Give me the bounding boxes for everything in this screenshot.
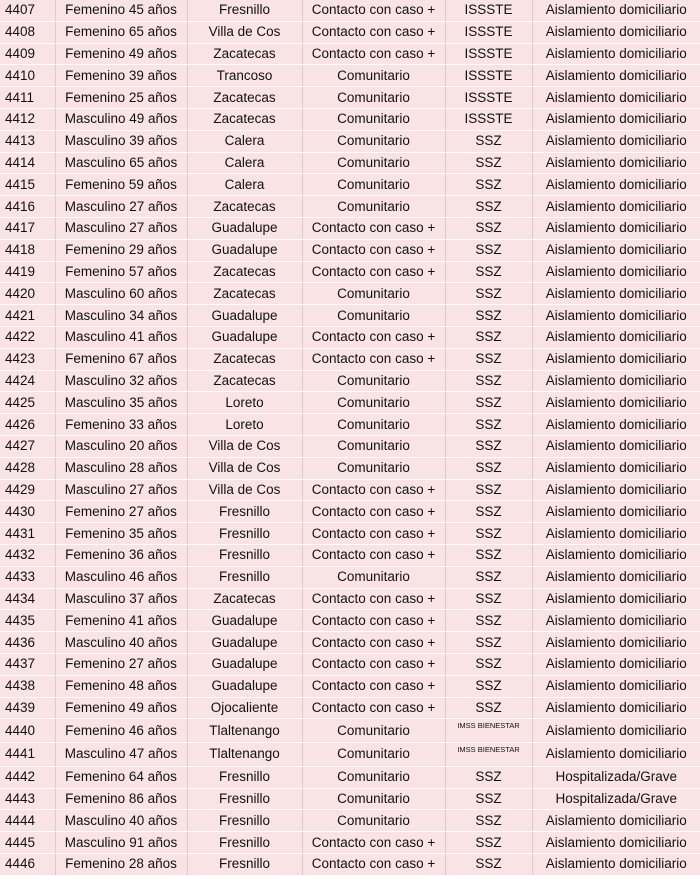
institution-cell: SSZ xyxy=(445,174,532,196)
institution-cell: SSZ xyxy=(445,414,532,436)
patient-cell: Femenino 86 años xyxy=(55,788,187,810)
source-cell: Contacto con caso + xyxy=(302,588,445,610)
case-id-cell: 4431 xyxy=(0,523,55,545)
table-row xyxy=(0,370,700,392)
patient-cell: Masculino 34 años xyxy=(55,305,187,327)
table-row xyxy=(0,174,700,196)
municipality-cell: Zacatecas xyxy=(187,196,302,218)
municipality-cell: Trancoso xyxy=(187,65,302,87)
institution-cell: ISSSTE xyxy=(445,87,532,109)
patient-cell: Femenino 29 años xyxy=(55,239,187,261)
institution-cell: SSZ xyxy=(445,392,532,414)
table-row xyxy=(0,152,700,174)
patient-cell: Masculino 20 años xyxy=(55,435,187,457)
municipality-cell: Fresnillo xyxy=(187,0,302,21)
source-cell: Contacto con caso + xyxy=(302,610,445,632)
municipality-cell: Calera xyxy=(187,130,302,152)
case-id-cell: 4418 xyxy=(0,239,55,261)
table-row xyxy=(0,653,700,675)
municipality-cell: Zacatecas xyxy=(187,108,302,130)
institution-cell: SSZ xyxy=(445,479,532,501)
source-cell: Comunitario xyxy=(302,414,445,436)
status-cell: Aislamiento domiciliario xyxy=(532,414,700,436)
source-cell: Contacto con caso + xyxy=(302,544,445,566)
municipality-cell: Calera xyxy=(187,152,302,174)
table-row xyxy=(0,743,700,767)
municipality-cell: Guadalupe xyxy=(187,675,302,697)
municipality-cell: Ojocaliente xyxy=(187,697,302,719)
case-id-cell: 4433 xyxy=(0,566,55,588)
patient-cell: Femenino 33 años xyxy=(55,414,187,436)
institution-cell: SSZ xyxy=(445,675,532,697)
municipality-cell: Villa de Cos xyxy=(187,435,302,457)
municipality-cell: Villa de Cos xyxy=(187,457,302,479)
case-id-cell: 4443 xyxy=(0,788,55,810)
case-id-cell: 4436 xyxy=(0,632,55,654)
status-cell: Aislamiento domiciliario xyxy=(532,108,700,130)
status-cell: Aislamiento domiciliario xyxy=(532,305,700,327)
municipality-cell: Loreto xyxy=(187,392,302,414)
source-cell: Contacto con caso + xyxy=(302,326,445,348)
patient-cell: Masculino 65 años xyxy=(55,152,187,174)
municipality-cell: Fresnillo xyxy=(187,523,302,545)
case-id-cell: 4441 xyxy=(0,743,55,767)
source-cell: Contacto con caso + xyxy=(302,479,445,501)
table-row xyxy=(0,326,700,348)
table-row xyxy=(0,414,700,436)
patient-cell: Masculino 27 años xyxy=(55,217,187,239)
source-cell: Comunitario xyxy=(302,305,445,327)
source-cell: Contacto con caso + xyxy=(302,43,445,65)
source-cell: Contacto con caso + xyxy=(302,217,445,239)
case-id-cell: 4446 xyxy=(0,854,55,876)
patient-cell: Femenino 39 años xyxy=(55,65,187,87)
source-cell: Comunitario xyxy=(302,196,445,218)
status-cell: Aislamiento domiciliario xyxy=(532,632,700,654)
table-row xyxy=(0,697,700,719)
institution-cell: SSZ xyxy=(445,348,532,370)
status-cell: Aislamiento domiciliario xyxy=(532,65,700,87)
source-cell: Contacto con caso + xyxy=(302,501,445,523)
table-row xyxy=(0,392,700,414)
table-row xyxy=(0,766,700,788)
patient-cell: Femenino 25 años xyxy=(55,87,187,109)
source-cell: Contacto con caso + xyxy=(302,697,445,719)
municipality-cell: Zacatecas xyxy=(187,370,302,392)
source-cell: Comunitario xyxy=(302,152,445,174)
status-cell: Aislamiento domiciliario xyxy=(532,326,700,348)
case-id-cell: 4422 xyxy=(0,326,55,348)
municipality-cell: Guadalupe xyxy=(187,653,302,675)
institution-cell: IMSS BIENESTAR xyxy=(445,743,532,767)
source-cell: Comunitario xyxy=(302,108,445,130)
case-id-cell: 4439 xyxy=(0,697,55,719)
status-cell: Aislamiento domiciliario xyxy=(532,152,700,174)
patient-cell: Masculino 28 años xyxy=(55,457,187,479)
municipality-cell: Zacatecas xyxy=(187,261,302,283)
municipality-cell: Calera xyxy=(187,174,302,196)
table-row xyxy=(0,435,700,457)
institution-cell: ISSSTE xyxy=(445,108,532,130)
patient-cell: Femenino 57 años xyxy=(55,261,187,283)
source-cell: Contacto con caso + xyxy=(302,632,445,654)
case-id-cell: 4417 xyxy=(0,217,55,239)
institution-cell: SSZ xyxy=(445,261,532,283)
case-id-cell: 4427 xyxy=(0,435,55,457)
case-id-cell: 4409 xyxy=(0,43,55,65)
status-cell: Aislamiento domiciliario xyxy=(532,479,700,501)
municipality-cell: Fresnillo xyxy=(187,544,302,566)
patient-cell: Femenino 59 años xyxy=(55,174,187,196)
case-id-cell: 4432 xyxy=(0,544,55,566)
case-id-cell: 4444 xyxy=(0,810,55,832)
table-row xyxy=(0,0,700,21)
patient-cell: Femenino 36 años xyxy=(55,544,187,566)
institution-cell: SSZ xyxy=(445,130,532,152)
case-id-cell: 4428 xyxy=(0,457,55,479)
patient-cell: Femenino 27 años xyxy=(55,501,187,523)
municipality-cell: Zacatecas xyxy=(187,43,302,65)
status-cell: Aislamiento domiciliario xyxy=(532,43,700,65)
case-id-cell: 4411 xyxy=(0,87,55,109)
status-cell: Aislamiento domiciliario xyxy=(532,283,700,305)
patient-cell: Masculino 60 años xyxy=(55,283,187,305)
institution-cell: ISSSTE xyxy=(445,0,532,21)
institution-cell: SSZ xyxy=(445,854,532,876)
municipality-cell: Fresnillo xyxy=(187,566,302,588)
table-row xyxy=(0,217,700,239)
table-row xyxy=(0,348,700,370)
patient-cell: Masculino 91 años xyxy=(55,832,187,854)
case-id-cell: 4416 xyxy=(0,196,55,218)
municipality-cell: Zacatecas xyxy=(187,87,302,109)
case-id-cell: 4434 xyxy=(0,588,55,610)
table-row xyxy=(0,283,700,305)
institution-cell: SSZ xyxy=(445,632,532,654)
institution-cell: SSZ xyxy=(445,457,532,479)
patient-cell: Femenino 67 años xyxy=(55,348,187,370)
institution-cell: SSZ xyxy=(445,766,532,788)
source-cell: Comunitario xyxy=(302,174,445,196)
institution-cell: SSZ xyxy=(445,697,532,719)
institution-cell: SSZ xyxy=(445,501,532,523)
status-cell: Aislamiento domiciliario xyxy=(532,675,700,697)
source-cell: Contacto con caso + xyxy=(302,854,445,876)
status-cell: Aislamiento domiciliario xyxy=(532,196,700,218)
patient-cell: Masculino 40 años xyxy=(55,810,187,832)
status-cell: Aislamiento domiciliario xyxy=(532,501,700,523)
institution-cell: SSZ xyxy=(445,196,532,218)
case-id-cell: 4412 xyxy=(0,108,55,130)
institution-cell: SSZ xyxy=(445,653,532,675)
institution-cell: SSZ xyxy=(445,239,532,261)
case-id-cell: 4414 xyxy=(0,152,55,174)
municipality-cell: Fresnillo xyxy=(187,832,302,854)
table-row xyxy=(0,108,700,130)
table-row xyxy=(0,832,700,854)
source-cell: Contacto con caso + xyxy=(302,348,445,370)
patient-cell: Femenino 65 años xyxy=(55,21,187,43)
source-cell: Contacto con caso + xyxy=(302,832,445,854)
table-row xyxy=(0,719,700,743)
institution-cell: SSZ xyxy=(445,810,532,832)
status-cell: Aislamiento domiciliario xyxy=(532,588,700,610)
status-cell: Aislamiento domiciliario xyxy=(532,348,700,370)
source-cell: Comunitario xyxy=(302,283,445,305)
status-cell: Aislamiento domiciliario xyxy=(532,21,700,43)
institution-cell: ISSSTE xyxy=(445,65,532,87)
source-cell: Comunitario xyxy=(302,743,445,767)
institution-cell: SSZ xyxy=(445,305,532,327)
status-cell: Aislamiento domiciliario xyxy=(532,810,700,832)
patient-cell: Masculino 35 años xyxy=(55,392,187,414)
patient-cell: Masculino 49 años xyxy=(55,108,187,130)
case-id-cell: 4442 xyxy=(0,766,55,788)
status-cell: Aislamiento domiciliario xyxy=(532,239,700,261)
source-cell: Contacto con caso + xyxy=(302,21,445,43)
status-cell: Aislamiento domiciliario xyxy=(532,697,700,719)
status-cell: Aislamiento domiciliario xyxy=(532,370,700,392)
institution-cell: SSZ xyxy=(445,832,532,854)
municipality-cell: Fresnillo xyxy=(187,501,302,523)
case-id-cell: 4438 xyxy=(0,675,55,697)
patient-cell: Femenino 27 años xyxy=(55,653,187,675)
source-cell: Contacto con caso + xyxy=(302,261,445,283)
status-cell: Aislamiento domiciliario xyxy=(532,719,700,743)
patient-cell: Femenino 48 años xyxy=(55,675,187,697)
status-cell: Hospitalizada/Grave xyxy=(532,788,700,810)
institution-cell: IMSS BIENESTAR xyxy=(445,719,532,743)
institution-cell: ISSSTE xyxy=(445,43,532,65)
patient-cell: Masculino 39 años xyxy=(55,130,187,152)
case-id-cell: 4425 xyxy=(0,392,55,414)
table-row xyxy=(0,457,700,479)
table-row xyxy=(0,854,700,876)
municipality-cell: Tlaltenango xyxy=(187,719,302,743)
source-cell: Comunitario xyxy=(302,87,445,109)
table-row xyxy=(0,239,700,261)
source-cell: Comunitario xyxy=(302,392,445,414)
case-id-cell: 4424 xyxy=(0,370,55,392)
source-cell: Comunitario xyxy=(302,370,445,392)
status-cell: Aislamiento domiciliario xyxy=(532,653,700,675)
table-row xyxy=(0,479,700,501)
institution-cell: SSZ xyxy=(445,588,532,610)
institution-cell: SSZ xyxy=(445,283,532,305)
institution-cell: SSZ xyxy=(445,566,532,588)
municipality-cell: Fresnillo xyxy=(187,810,302,832)
status-cell: Aislamiento domiciliario xyxy=(532,566,700,588)
patient-cell: Femenino 64 años xyxy=(55,766,187,788)
source-cell: Comunitario xyxy=(302,766,445,788)
source-cell: Comunitario xyxy=(302,457,445,479)
municipality-cell: Zacatecas xyxy=(187,283,302,305)
source-cell: Comunitario xyxy=(302,130,445,152)
municipality-cell: Guadalupe xyxy=(187,239,302,261)
municipality-cell: Fresnillo xyxy=(187,766,302,788)
institution-cell: SSZ xyxy=(445,152,532,174)
table-row xyxy=(0,788,700,810)
status-cell: Aislamiento domiciliario xyxy=(532,544,700,566)
case-id-cell: 4423 xyxy=(0,348,55,370)
municipality-cell: Villa de Cos xyxy=(187,21,302,43)
patient-cell: Femenino 45 años xyxy=(55,0,187,21)
case-id-cell: 4407 xyxy=(0,0,55,21)
status-cell: Aislamiento domiciliario xyxy=(532,174,700,196)
status-cell: Aislamiento domiciliario xyxy=(532,743,700,767)
source-cell: Comunitario xyxy=(302,435,445,457)
institution-cell: SSZ xyxy=(445,788,532,810)
table-row xyxy=(0,566,700,588)
source-cell: Contacto con caso + xyxy=(302,0,445,21)
status-cell: Aislamiento domiciliario xyxy=(532,610,700,632)
institution-cell: SSZ xyxy=(445,610,532,632)
institution-cell: ISSSTE xyxy=(445,21,532,43)
source-cell: Contacto con caso + xyxy=(302,653,445,675)
case-id-cell: 4445 xyxy=(0,832,55,854)
institution-cell: SSZ xyxy=(445,523,532,545)
status-cell: Aislamiento domiciliario xyxy=(532,832,700,854)
table-row xyxy=(0,65,700,87)
patient-cell: Masculino 47 años xyxy=(55,743,187,767)
table-row xyxy=(0,261,700,283)
institution-cell: SSZ xyxy=(445,326,532,348)
status-cell: Aislamiento domiciliario xyxy=(532,0,700,21)
status-cell: Aislamiento domiciliario xyxy=(532,523,700,545)
source-cell: Contacto con caso + xyxy=(302,675,445,697)
status-cell: Aislamiento domiciliario xyxy=(532,87,700,109)
patient-cell: Femenino 46 años xyxy=(55,719,187,743)
case-id-cell: 4421 xyxy=(0,305,55,327)
municipality-cell: Zacatecas xyxy=(187,348,302,370)
patient-cell: Masculino 40 años xyxy=(55,632,187,654)
table-row xyxy=(0,588,700,610)
municipality-cell: Zacatecas xyxy=(187,588,302,610)
municipality-cell: Guadalupe xyxy=(187,217,302,239)
case-id-cell: 4435 xyxy=(0,610,55,632)
patient-cell: Femenino 41 años xyxy=(55,610,187,632)
source-cell: Comunitario xyxy=(302,566,445,588)
case-id-cell: 4415 xyxy=(0,174,55,196)
patient-cell: Femenino 49 años xyxy=(55,43,187,65)
status-cell: Aislamiento domiciliario xyxy=(532,392,700,414)
table-row xyxy=(0,43,700,65)
municipality-cell: Tlaltenango xyxy=(187,743,302,767)
status-cell: Aislamiento domiciliario xyxy=(532,854,700,876)
status-cell: Hospitalizada/Grave xyxy=(532,766,700,788)
municipality-cell: Fresnillo xyxy=(187,788,302,810)
case-id-cell: 4419 xyxy=(0,261,55,283)
municipality-cell: Guadalupe xyxy=(187,305,302,327)
source-cell: Comunitario xyxy=(302,719,445,743)
case-id-cell: 4410 xyxy=(0,65,55,87)
table-row xyxy=(0,632,700,654)
institution-cell: SSZ xyxy=(445,217,532,239)
status-cell: Aislamiento domiciliario xyxy=(532,457,700,479)
institution-cell: SSZ xyxy=(445,544,532,566)
status-cell: Aislamiento domiciliario xyxy=(532,435,700,457)
municipality-cell: Guadalupe xyxy=(187,632,302,654)
patient-cell: Masculino 41 años xyxy=(55,326,187,348)
patient-cell: Femenino 28 años xyxy=(55,854,187,876)
municipality-cell: Loreto xyxy=(187,414,302,436)
institution-cell: SSZ xyxy=(445,370,532,392)
table-row xyxy=(0,544,700,566)
case-id-cell: 4429 xyxy=(0,479,55,501)
case-id-cell: 4426 xyxy=(0,414,55,436)
source-cell: Contacto con caso + xyxy=(302,239,445,261)
case-id-cell: 4413 xyxy=(0,130,55,152)
source-cell: Contacto con caso + xyxy=(302,523,445,545)
table-row xyxy=(0,21,700,43)
municipality-cell: Villa de Cos xyxy=(187,479,302,501)
case-id-cell: 4440 xyxy=(0,719,55,743)
table-row xyxy=(0,523,700,545)
case-id-cell: 4437 xyxy=(0,653,55,675)
table-row xyxy=(0,810,700,832)
case-id-cell: 4430 xyxy=(0,501,55,523)
patient-cell: Masculino 32 años xyxy=(55,370,187,392)
source-cell: Comunitario xyxy=(302,810,445,832)
table-row xyxy=(0,196,700,218)
patient-cell: Femenino 49 años xyxy=(55,697,187,719)
table-row xyxy=(0,305,700,327)
municipality-cell: Fresnillo xyxy=(187,854,302,876)
status-cell: Aislamiento domiciliario xyxy=(532,130,700,152)
case-id-cell: 4408 xyxy=(0,21,55,43)
table-row xyxy=(0,501,700,523)
table-row xyxy=(0,130,700,152)
source-cell: Comunitario xyxy=(302,788,445,810)
table-row xyxy=(0,87,700,109)
municipality-cell: Guadalupe xyxy=(187,610,302,632)
patient-cell: Masculino 27 años xyxy=(55,479,187,501)
status-cell: Aislamiento domiciliario xyxy=(532,261,700,283)
institution-cell: SSZ xyxy=(445,435,532,457)
case-id-cell: 4420 xyxy=(0,283,55,305)
municipality-cell: Guadalupe xyxy=(187,326,302,348)
patient-cell: Masculino 46 años xyxy=(55,566,187,588)
patient-cell: Masculino 27 años xyxy=(55,196,187,218)
source-cell: Comunitario xyxy=(302,65,445,87)
table-row xyxy=(0,675,700,697)
table-row xyxy=(0,610,700,632)
patient-cell: Masculino 37 años xyxy=(55,588,187,610)
status-cell: Aislamiento domiciliario xyxy=(532,217,700,239)
patient-cell: Femenino 35 años xyxy=(55,523,187,545)
